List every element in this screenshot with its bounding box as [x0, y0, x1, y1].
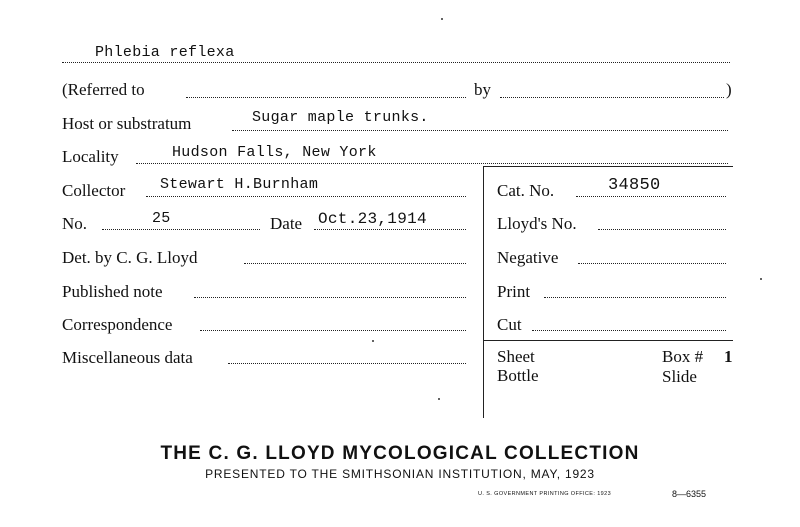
- referred-to-label: (Referred to: [62, 80, 145, 99]
- scan-speck: [372, 340, 374, 342]
- referred-to-line: [186, 97, 466, 98]
- date-value: Oct.23,1914: [318, 210, 427, 228]
- date-line: [314, 229, 466, 230]
- form-number: 8—6355: [672, 489, 707, 499]
- print-line: [544, 297, 726, 298]
- det-by-line: [244, 263, 466, 264]
- cut-line: [532, 330, 726, 331]
- published-label: Published note: [62, 282, 163, 301]
- published-line: [194, 297, 466, 298]
- negative-label: Negative: [497, 248, 559, 267]
- collector-line: [146, 196, 466, 197]
- date-label: Date: [270, 214, 303, 233]
- by-label: by: [474, 80, 491, 99]
- no-label: No.: [62, 214, 88, 233]
- det-by-label: Det. by C. G. Lloyd: [62, 248, 198, 267]
- by-line: [500, 97, 724, 98]
- lloyds-no-label: Lloyd's No.: [497, 214, 577, 233]
- box-value: 1: [724, 347, 733, 366]
- name-line: [62, 62, 730, 63]
- number-value: 25: [152, 210, 171, 227]
- cat-no-line: [576, 196, 726, 197]
- locality-value: Hudson Falls, New York: [172, 144, 377, 161]
- close-paren: ): [726, 80, 732, 99]
- collection-subtitle: PRESENTED TO THE SMITHSONIAN INSTITUTION, MAY, 1923: [205, 467, 595, 481]
- correspondence-label: Correspondence: [62, 315, 173, 334]
- locality-label: Locality: [62, 147, 119, 166]
- host-line: [232, 130, 728, 131]
- scan-speck: [760, 278, 762, 280]
- species-name: Phlebia reflexa: [95, 44, 235, 61]
- scan-speck: [438, 398, 440, 400]
- cat-no-value: 34850: [608, 176, 661, 195]
- misc-line: [228, 363, 466, 364]
- correspondence-line: [200, 330, 466, 331]
- host-label: Host or substratum: [62, 114, 192, 133]
- box-top-border: [483, 166, 733, 167]
- cut-label: Cut: [497, 315, 522, 334]
- sheet-label: Sheet: [497, 347, 535, 366]
- no-line: [102, 229, 260, 230]
- lloyds-no-line: [598, 229, 726, 230]
- collector-label: Collector: [62, 181, 126, 200]
- box-label: Box #: [662, 347, 704, 366]
- print-office-note: U. S. GOVERNMENT PRINTING OFFICE: 1923: [478, 491, 612, 497]
- collection-title: THE C. G. LLOYD MYCOLOGICAL COLLECTION: [160, 443, 640, 464]
- collector-value: Stewart H.Burnham: [160, 176, 319, 193]
- cat-no-label: Cat. No.: [497, 181, 555, 200]
- box-left-border: [483, 166, 484, 418]
- bottle-label: Bottle: [497, 366, 539, 385]
- box-divider: [483, 340, 733, 341]
- misc-label: Miscellaneous data: [62, 348, 193, 367]
- slide-label: Slide: [662, 367, 697, 386]
- locality-line: [136, 163, 728, 164]
- negative-line: [578, 263, 726, 264]
- scan-speck: [441, 18, 443, 20]
- print-label: Print: [497, 282, 531, 301]
- host-value: Sugar maple trunks.: [252, 109, 429, 126]
